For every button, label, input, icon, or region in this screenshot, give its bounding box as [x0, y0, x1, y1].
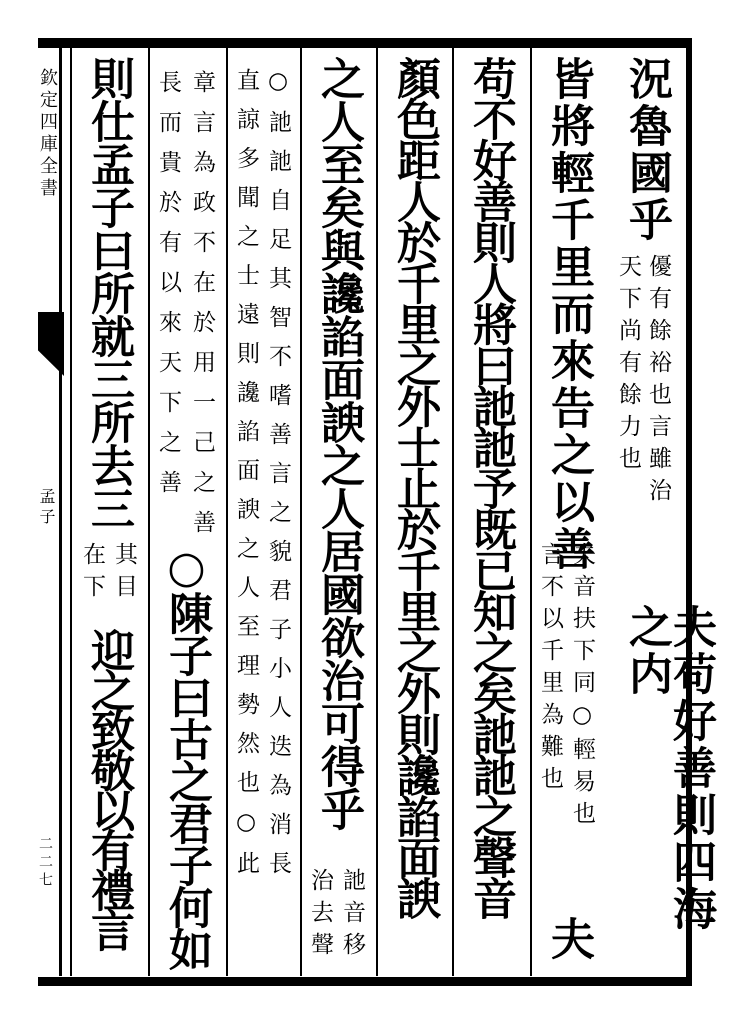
main-text: 之人至矣與讒諂面諛之人居國欲治可得乎	[313, 56, 364, 830]
main-text-continued: ○陳子曰古之君子何如	[161, 542, 212, 969]
note-right: 其目	[111, 542, 137, 606]
note-left: 直諒多聞之士遠則讒諂面諛之人至理勢然也○此	[233, 68, 259, 890]
note-left: 言不以千里為難也	[537, 542, 563, 798]
main-text: 況魯國乎	[621, 56, 672, 244]
margin-book-title: 欽定四庫全書	[37, 68, 58, 200]
text-column-1	[610, 48, 716, 976]
margin-chapter: 孟子	[37, 488, 56, 528]
main-text-continued: 夫	[543, 916, 594, 963]
main-text: 苟不好善則人將曰訑訑予既已知之矣訑訑之聲音	[465, 56, 516, 917]
note-right: 優有餘裕也言雖治	[645, 254, 671, 510]
margin-page-number: 二二七	[37, 836, 53, 890]
note-right: 章言為政不在於用一己之善	[189, 70, 215, 550]
note-left: 長而貴於有以來天下之善	[155, 70, 181, 510]
main-text: 顏色距人於千里之外士止於千里之外則讒諂面諛	[389, 56, 440, 917]
text-column-4	[376, 48, 452, 976]
note-right: 夫音扶下同○輕易也	[569, 542, 595, 833]
note-right: ○訑訑自足其智不嗜善言之貌君子小人迭為消長	[265, 68, 291, 890]
text-column-6	[226, 48, 300, 976]
text-column-7	[148, 48, 226, 976]
margin-strip	[38, 48, 62, 976]
text-column-5	[300, 48, 376, 976]
note-left: 在下	[79, 542, 105, 606]
note-left: 治去聲	[307, 868, 333, 964]
main-text-continued: 夫苟好善則四海之内	[621, 604, 716, 933]
main-text-continued: 迎之致敬以有禮言	[83, 628, 134, 948]
note-left: 天下尚有餘力也	[615, 254, 641, 478]
text-column-8	[70, 48, 148, 976]
text-column-2	[530, 48, 610, 976]
main-text: 皆將輕千里而來告之以善	[543, 56, 594, 573]
main-text: 則仕孟子曰所就三所去三	[83, 56, 134, 529]
note-right: 訑音移	[339, 868, 365, 964]
text-column-3	[452, 48, 530, 976]
